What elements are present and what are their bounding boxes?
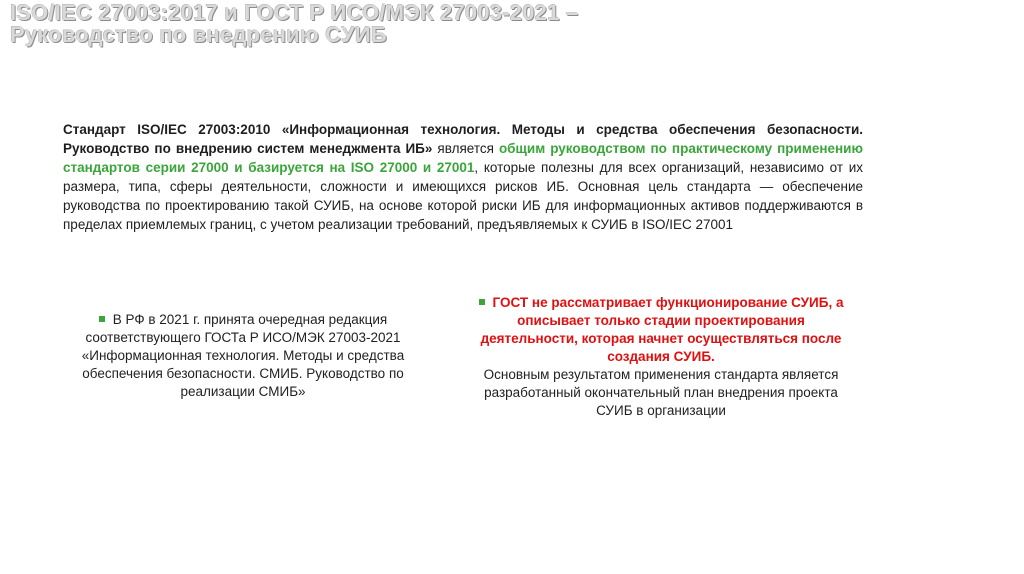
right-bullet-text: Основным результатом применения стандарта является разработанный окончательный план внедрения проекта СУИБ в организации (483, 367, 839, 418)
intro-standard-name: Стандарт ISO/IEC 27003:2010 «Информационная технология. Методы и средства обеспечения безопасности. Руководство по внедрению систем менеджмента ИБ» (63, 122, 863, 156)
intro-highlight: общим руководством по практическому применению стандартов серии 27000 и базируется на ISO 27000 и 27001 (63, 141, 863, 175)
intro-text-is: является (432, 141, 499, 156)
slide-title (10, 2, 1010, 46)
right-bullet-block (472, 294, 850, 420)
left-bullet-text: В РФ в 2021 г. принята очередная редакция соответствующего ГОСТа Р ИСО/МЭК 27003-2021 «Информационная технология. Методы и средства обеспечения безопасности. СМИБ. Руководство по реализации СМИБ» (81, 312, 405, 399)
intro-text-rest: , которые полезны для всех организаций, независимо от их размера, типа, сферы деятельности, сложности и имеющихся рисков ИБ. Основная цель стандарта — обеспечение руководства по проектированию такой СУИБ, на основе которой риски ИБ для информационных активов поддерживаются в пределах приемлемых границ, с учетом реализации требований, предъявляемых к СУИБ в ISO/IEC 27001 (63, 160, 863, 232)
green-square-bullet-icon (99, 316, 105, 322)
slide-title-line-2: Руководство по внедрению СУИБ (10, 22, 387, 47)
intro-paragraph (63, 120, 863, 234)
right-bullet-highlight: ГОСТ не рассматривает функционирование СУИБ, а описывает только стадии проектирования деятельности, которая начнет осуществляться после создания СУИБ. (480, 295, 844, 364)
left-bullet-block (63, 311, 423, 401)
slide-title-line-1: ISO/IEC 27003:2017 и ГОСТ Р ИСО/МЭК 27003-2021 – (10, 0, 579, 25)
green-square-bullet-icon (479, 299, 485, 305)
